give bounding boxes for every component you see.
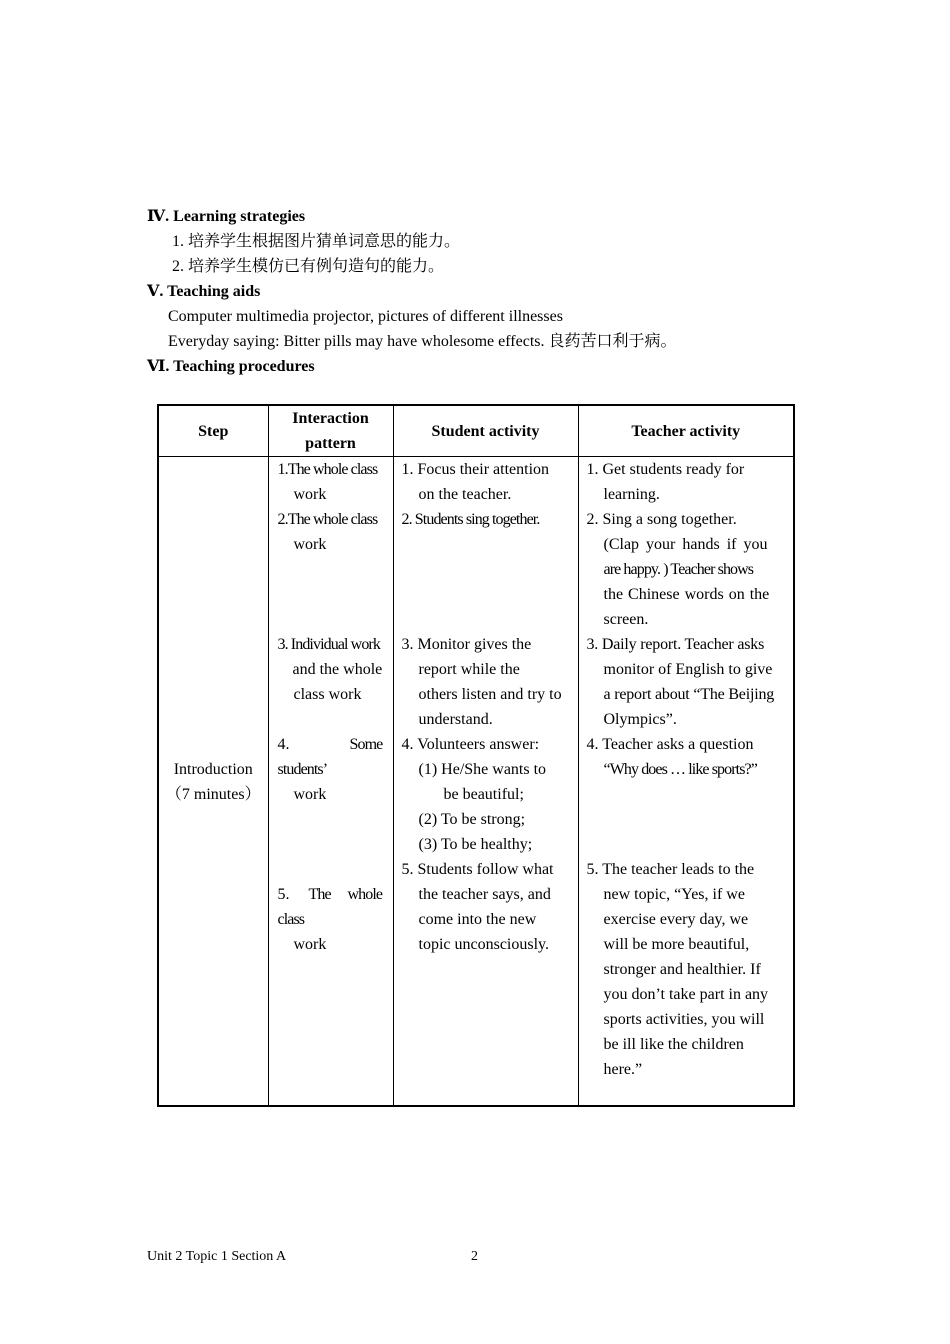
teacher-3-line-1: 3. Daily report. Teacher asks: [586, 636, 765, 653]
student-4-line-3: be beautiful;: [443, 786, 524, 803]
student-4-line-1: 4. Volunteers answer:: [401, 736, 540, 753]
interaction-5-word-2: whole: [347, 886, 383, 903]
learning-strategy-item-2: 2. 培养学生模仿已有例句造句的能力。: [172, 258, 445, 275]
table-row: [158, 457, 794, 1107]
header-teacher-activity: Teacher activity: [578, 405, 794, 457]
teacher-2-line-2: (Clap your hands if you: [603, 536, 768, 553]
student-3-line-1: 3. Monitor gives the: [401, 636, 532, 653]
student-4-line-4: (2) To be strong;: [418, 811, 526, 828]
interaction-2-line-1: 2.The whole class: [277, 511, 378, 528]
teacher-5-line-6: you don’t take part in any: [603, 986, 769, 1003]
teaching-aids-line-1: Computer multimedia projector, pictures of different illnesses: [168, 308, 563, 325]
teacher-5-line-7: sports activities, you will: [603, 1011, 765, 1028]
teacher-4-line-1: 4. Teacher asks a question: [586, 736, 754, 753]
interaction-4-number: 4.: [277, 736, 290, 753]
teaching-procedures-table: [157, 404, 795, 1107]
student-1-line-1: 1. Focus their attention: [401, 461, 550, 478]
teacher-3-line-3: a report about “The Beijing: [603, 686, 775, 703]
page-number: 2: [471, 1249, 478, 1264]
teaching-aids-line-2: Everyday saying: Bitter pills may have wholesome effects. 良药苦口利于病。: [168, 333, 677, 350]
student-1-line-2: on the teacher.: [418, 486, 512, 503]
teacher-5-line-3: exercise every day, we: [603, 911, 749, 928]
interaction-3-line-2: and the whole: [292, 661, 383, 678]
interaction-4-line-2: students’: [277, 761, 328, 778]
interaction-cell: [268, 457, 393, 1107]
student-5-line-1: 5. Students follow what: [401, 861, 554, 878]
footer-unit-label: Unit 2 Topic 1 Section A: [147, 1249, 287, 1264]
teacher-2-line-5: screen.: [603, 611, 649, 628]
student-3-line-3: others listen and try to: [418, 686, 562, 703]
step-cell: [158, 457, 268, 1107]
header-interaction-pattern: [268, 405, 393, 457]
teacher-5-line-4: will be more beautiful,: [603, 936, 750, 953]
section-iv-title: Ⅳ. Learning strategies: [147, 208, 306, 225]
step-name: Introduction: [173, 761, 253, 778]
teacher-5-line-5: stronger and healthier. If: [603, 961, 761, 978]
student-5-line-4: topic unconsciously.: [418, 936, 549, 953]
student-5-line-2: the teacher says, and: [418, 886, 551, 903]
teacher-2-line-3: are happy. ) Teacher shows: [603, 561, 754, 578]
student-3-line-4: understand.: [418, 711, 493, 728]
student-3-line-2: report while the: [418, 661, 520, 678]
header-interaction-line-1: Interaction: [292, 410, 369, 427]
teacher-2-line-4: the Chinese words on the: [603, 586, 770, 603]
student-activity-cell: [393, 457, 578, 1107]
teacher-3-line-2: monitor of English to give: [603, 661, 773, 678]
section-v-title: Ⅴ. Teaching aids: [147, 283, 261, 300]
interaction-2-line-2: work: [293, 536, 327, 553]
teacher-activity-cell: [578, 457, 794, 1107]
teacher-4-line-2: “Why does … like sports?”: [603, 761, 757, 778]
header-step: Step: [158, 405, 268, 457]
teacher-2-line-1: 2. Sing a song together.: [586, 511, 737, 528]
interaction-4-line-3: work: [293, 786, 327, 803]
interaction-4-word: Some: [349, 736, 383, 753]
student-5-line-3: come into the new: [418, 911, 537, 928]
teacher-1-line-1: 1. Get students ready for: [586, 461, 745, 478]
interaction-5-line-2: class: [277, 911, 305, 928]
teacher-5-line-9: here.”: [603, 1061, 643, 1078]
header-interaction-line-2: pattern: [305, 435, 356, 452]
interaction-5-line-3: work: [293, 936, 327, 953]
student-4-line-2: (1) He/She wants to: [418, 761, 547, 778]
interaction-1-line-2: work: [293, 486, 327, 503]
interaction-5-word-1: The: [308, 886, 331, 903]
student-2-line-1: 2. Students sing together.: [401, 511, 540, 528]
student-4-line-5: (3) To be healthy;: [418, 836, 533, 853]
header-student-activity: Student activity: [393, 405, 578, 457]
teacher-5-line-8: be ill like the children: [603, 1036, 744, 1053]
section-vi-title: Ⅵ. Teaching procedures: [147, 358, 315, 375]
interaction-1-line-1: 1.The whole class: [277, 461, 378, 478]
teacher-5-line-1: 5. The teacher leads to the: [586, 861, 755, 878]
learning-strategy-item-1: 1. 培养学生根据图片猜单词意思的能力。: [172, 233, 461, 250]
table-header-row: [158, 405, 794, 457]
teacher-5-line-2: new topic, “Yes, if we: [603, 886, 745, 903]
interaction-5-number: 5.: [277, 886, 290, 903]
interaction-3-line-3: class work: [293, 686, 362, 703]
teacher-1-line-2: learning.: [603, 486, 660, 503]
teacher-3-line-4: Olympics”.: [603, 711, 677, 728]
step-time: （7 minutes）: [165, 786, 261, 803]
interaction-3-line-1: 3. Individual work: [277, 636, 380, 653]
